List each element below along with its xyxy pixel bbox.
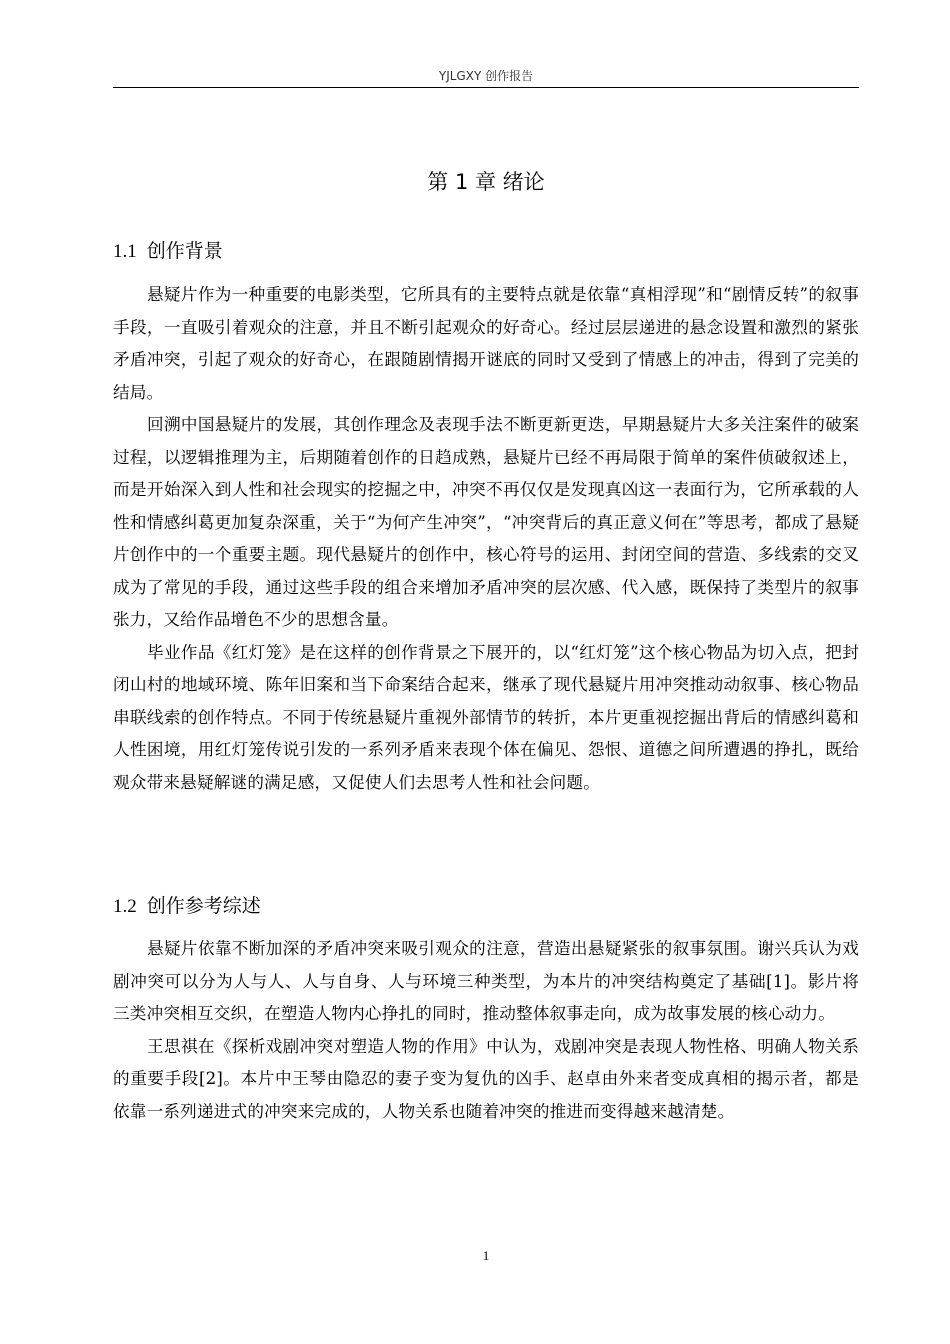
paragraph: 悬疑片作为一种重要的电影类型，它所具有的主要特点就是依靠“真相浮现”和“剧情反转”的叙事手段，一直吸引着观众的注意，并且不断引起观众的好奇心。经过层层递进的悬念设置和激烈的紧张矛盾冲突，引起了观众的好奇心，在跟随剧情揭开谜底的同时又受到了情感上的冲击，得到了完美的结局。 <box>113 285 859 402</box>
chapter-title: 第 1 章 绪论 <box>427 170 545 194</box>
section-body-1-2 <box>113 933 859 1128</box>
section-heading-1-1 <box>113 238 859 265</box>
section-heading-1-2 <box>113 893 859 920</box>
page-number: 1 <box>482 1248 490 1263</box>
paragraph: 回溯中国悬疑片的发展，其创作理念及表现手法不断更新更迭，早期悬疑片大多关注案件的破案过程，以逻辑推理为主，后期随着创作的日趋成熟，悬疑片已经不再局限于简单的案件侦破叙述上，而是开始深入到人性和社会现实的挖掘之中，冲突不再仅仅是发现真凶这一表面行为，它所承载的人性和情感纠葛更加复杂深重，关于“为何产生冲突”，“冲突背后的真正意义何在”等思考，都成了悬疑片创作中的一个重要主题。现代悬疑片的创作中，核心符号的运用、封闭空间的营造、多线索的交叉成为了常见的手段，通过这些手段的组合来增加矛盾冲突的层次感、代入感，既保持了类型片的叙事张力，又给作品增色不少的思想含量。 <box>113 415 859 629</box>
section-number: 1.1 <box>113 241 137 262</box>
running-header: YJLGXY 创作报告 <box>438 69 534 83</box>
section-title: 创作参考综述 <box>146 895 261 917</box>
section-title: 创作背景 <box>146 240 223 262</box>
paragraph: 悬疑片依靠不断加深的矛盾冲突来吸引观众的注意，营造出悬疑紧张的叙事氛围。谢兴兵认为戏剧冲突可以分为人与人、人与自身、人与环境三种类型，为本片的冲突结构奠定了基础[1]。影片将三类冲突相互交织，在塑造人物内心挣扎的同时，推动整体叙事走向，成为故事发展的核心动力。 <box>113 939 859 1023</box>
paragraph: 王思祺在《探析戏剧冲突对塑造人物的作用》中认为，戏剧冲突是表现人物性格、明确人物关系的重要手段[2]。本片中王琴由隐忍的妻子变为复仇的凶手、赵卓由外来者变成真相的揭示者，都是依靠一系列递进式的冲突来完成的，人物关系也随着冲突的推进而变得越来越清楚。 <box>113 1036 859 1121</box>
section-number: 1.2 <box>113 896 137 917</box>
paragraph: 毕业作品《红灯笼》是在这样的创作背景之下展开的，以“红灯笼”这个核心物品为切入点，把封闭山村的地域环境、陈年旧案和当下命案结合起来，继承了现代悬疑片用冲突推动动叙事、核心物品串联线索的创作特点。不同于传统悬疑片重视外部情节的转折，本片更重视挖掘出背后的情感纠葛和人性困境，用红灯笼传说引发的一系列矛盾来表现个体在偏见、怨恨、道德之间所遭遇的挣扎，既给观众带来悬疑解谜的满足感，又促使人们去思考人性和社会问题。 <box>113 642 859 792</box>
header-rule <box>113 87 859 88</box>
section-body-1-1 <box>113 279 859 799</box>
